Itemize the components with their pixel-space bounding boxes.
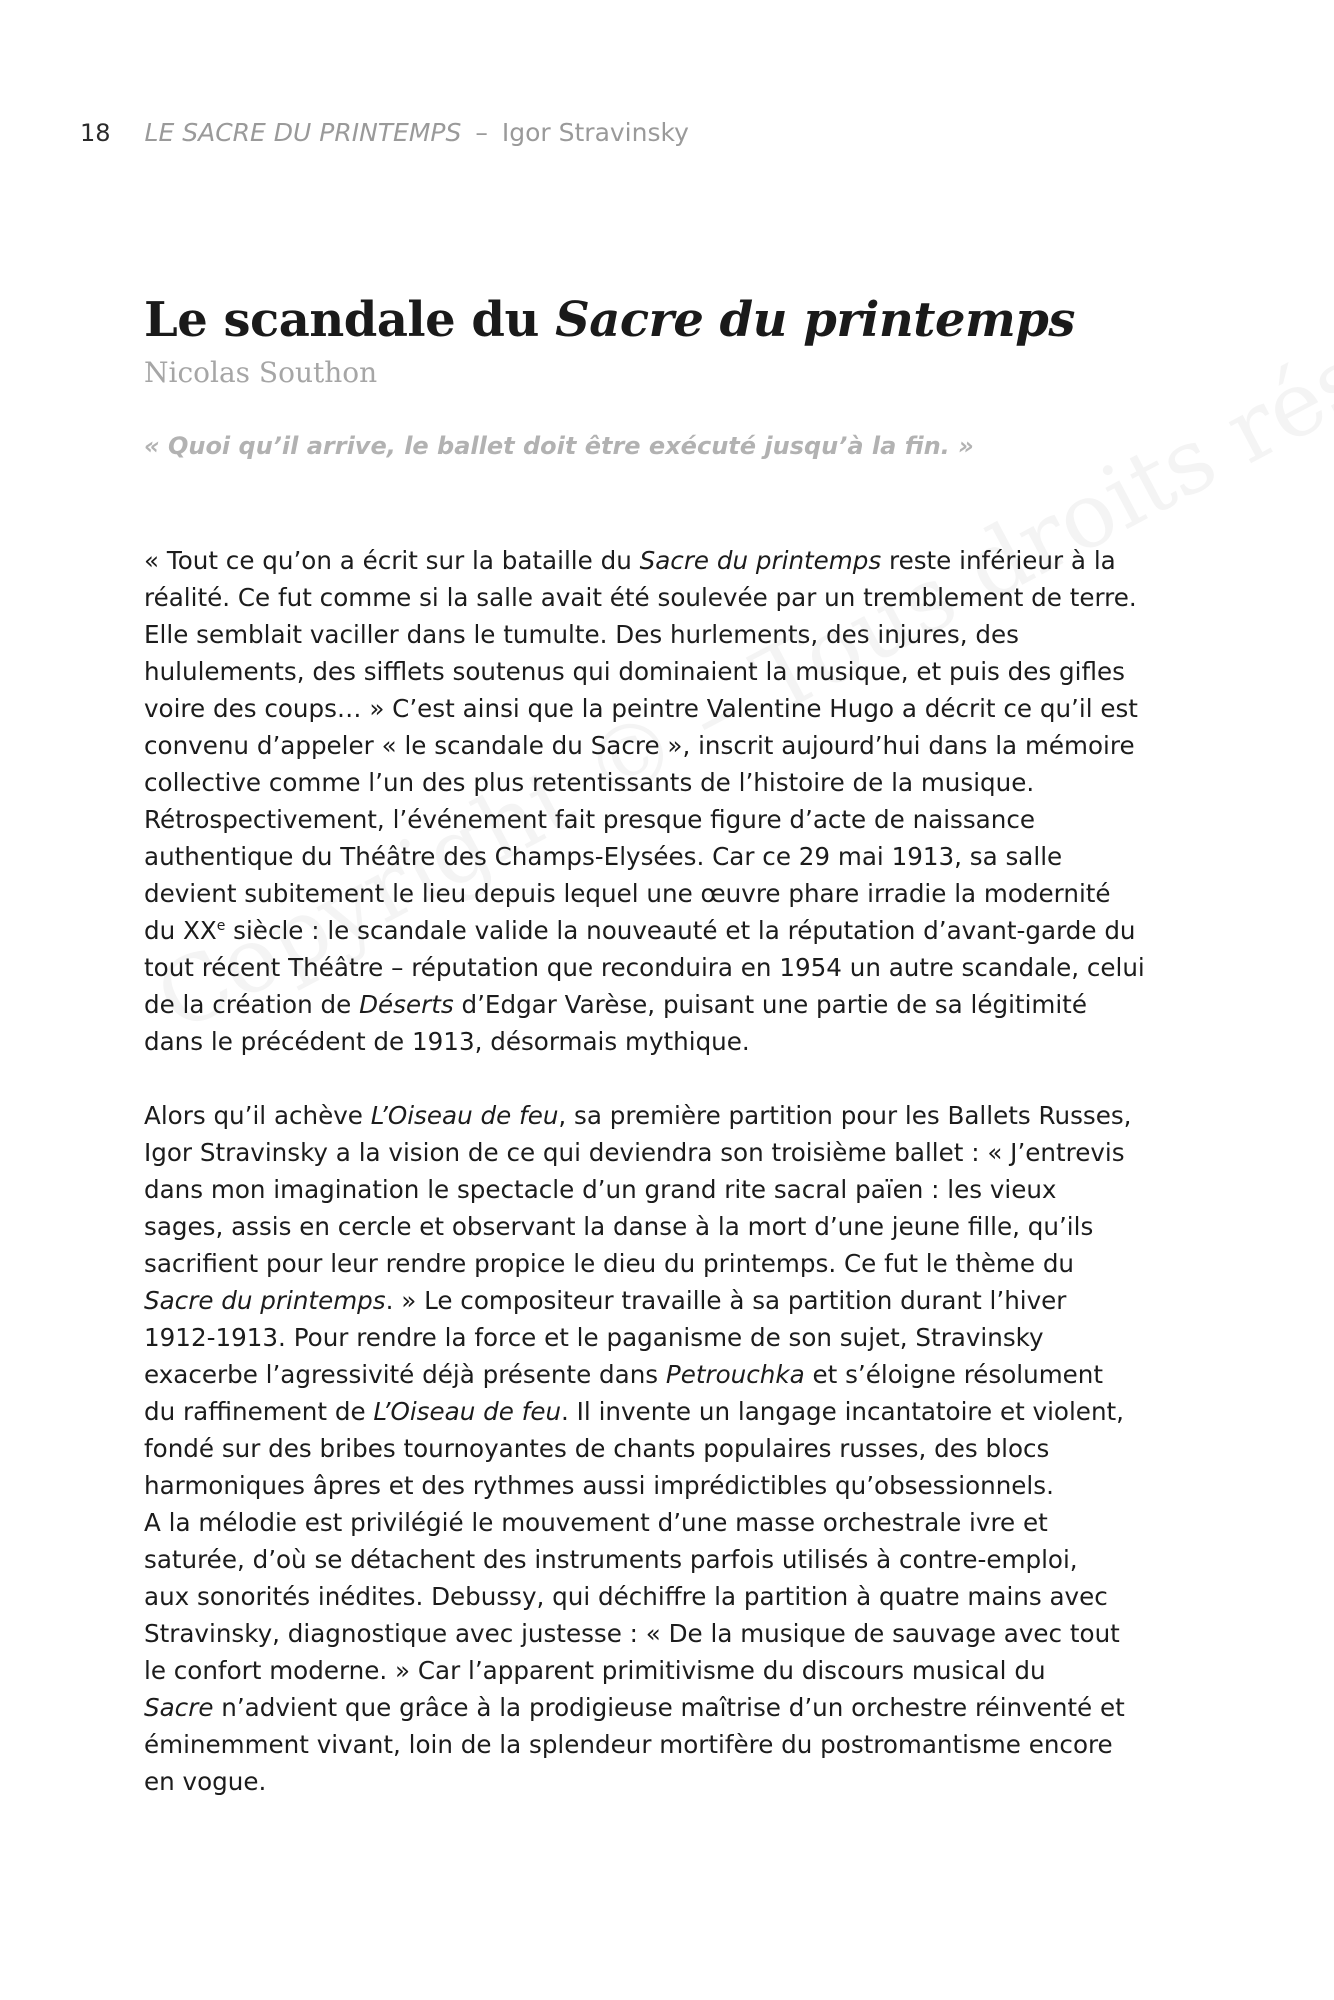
text-run: du raffinement de (144, 1397, 374, 1426)
text-line (144, 1504, 1204, 1541)
text-line (144, 912, 1204, 949)
text-run: d’Edgar Varèse, puisant une partie de sa légitimité (453, 990, 1087, 1019)
text-line (144, 1319, 1204, 1356)
text-run: et s’éloigne résolument (804, 1360, 1104, 1389)
text-line (144, 653, 1204, 690)
text-run: tout récent Théâtre – réputation que reconduira en 1954 un autre scandale, celui (144, 953, 1145, 982)
epigraph-quote: « Quoi qu’il arrive, le ballet doit être exécuté jusqu’à la fin. » (144, 432, 974, 460)
text-line (144, 1467, 1204, 1504)
text-run: convenu d’appeler « le scandale du Sacre », inscrit aujourd’hui dans la mémoire (144, 731, 1135, 760)
text-line (144, 838, 1204, 875)
italic-title-text: Sacre (144, 1693, 214, 1722)
page-number: 18 (80, 119, 111, 147)
text-line (144, 1208, 1204, 1245)
text-run: A la mélodie est privilégié le mouvement d’une masse orchestrale ivre et (144, 1508, 1048, 1537)
text-run: réalité. Ce fut comme si la salle avait été soulevée par un tremblement de terre. (144, 583, 1137, 612)
text-line (144, 579, 1204, 616)
running-head (80, 118, 689, 147)
text-run: Rétrospectivement, l’événement fait presque figure d’acte de naissance (144, 805, 1035, 834)
text-line (144, 727, 1204, 764)
text-run: exacerbe l’agressivité déjà présente dans (144, 1360, 666, 1389)
text-run: Igor Stravinsky a la vision de ce qui deviendra son troisième ballet : « J’entrevis (144, 1138, 1125, 1167)
running-head-separator: – (475, 118, 488, 147)
text-line (144, 1689, 1204, 1726)
text-line (144, 1430, 1204, 1467)
running-head-composer: Igor Stravinsky (501, 118, 689, 147)
text-run: fondé sur des bribes tournoyantes de chants populaires russes, des blocs (144, 1434, 1050, 1463)
text-run: voire des coups… » C’est ainsi que la peintre Valentine Hugo a décrit ce qu’il est (144, 694, 1138, 723)
article-author: Nicolas Southon (144, 356, 378, 389)
text-run: en vogue. (144, 1767, 267, 1796)
text-run: Alors qu’il achève (144, 1101, 371, 1130)
text-line (144, 690, 1204, 727)
text-run: le confort moderne. » Car l’apparent primitivisme du discours musical du (144, 1656, 1046, 1685)
text-run: collective comme l’un des plus retentissants de l’histoire de la musique. (144, 768, 1035, 797)
text-line (144, 542, 1204, 579)
superscript-text: e (216, 917, 226, 934)
italic-title-text: Petrouchka (665, 1360, 805, 1389)
text-run: 1912-1913. Pour rendre la force et le paganisme de son sujet, Stravinsky (144, 1323, 1044, 1352)
text-line (144, 1134, 1204, 1171)
article-title-italic: Sacre du printemps (555, 292, 1075, 348)
text-run: dans le précédent de 1913, désormais mythique. (144, 1027, 750, 1056)
text-line (144, 875, 1204, 912)
text-run: Stravinsky, diagnostique avec justesse : « De la musique de sauvage avec tout (144, 1619, 1120, 1648)
text-run: hululements, des sifflets soutenus qui dominaient la musique, et puis des gifles (144, 657, 1125, 686)
running-head-work-title: LE SACRE DU PRINTEMPS (144, 118, 462, 147)
text-run: aux sonorités inédites. Debussy, qui déchiffre la partition à quatre mains avec (144, 1582, 1108, 1611)
text-run: . Il invente un langage incantatoire et violent, (561, 1397, 1124, 1426)
text-line (144, 616, 1204, 653)
text-run: Elle semblait vaciller dans le tumulte. Des hurlements, des injures, des (144, 620, 1019, 649)
text-line (144, 1282, 1204, 1319)
text-line (144, 1726, 1204, 1763)
text-line (144, 986, 1204, 1023)
text-run: , sa première partition pour les Ballets Russes, (558, 1101, 1132, 1130)
text-run: « Tout ce qu’on a écrit sur la bataille du (144, 546, 640, 575)
text-run: authentique du Théâtre des Champs-Elysées. Car ce 29 mai 1913, sa salle (144, 842, 1063, 871)
text-line (144, 764, 1204, 801)
italic-title-text: L’Oiseau de feu (370, 1101, 559, 1130)
text-line (144, 1023, 1204, 1060)
text-run: sages, assis en cercle et observant la danse à la mort d’une jeune fille, qu’ils (144, 1212, 1094, 1241)
text-line (144, 1615, 1204, 1652)
text-line (144, 1578, 1204, 1615)
text-line (144, 949, 1204, 986)
italic-title-text: Sacre du printemps (639, 546, 882, 575)
text-run: . » Le compositeur travaille à sa partition durant l’hiver (385, 1286, 1067, 1315)
text-run: reste inférieur à la (881, 546, 1116, 575)
article-title-roman: Le scandale du (144, 292, 556, 348)
text-line (144, 1097, 1204, 1134)
text-line (144, 1393, 1204, 1430)
article-body (144, 542, 1204, 1837)
text-line (144, 1171, 1204, 1208)
text-run: harmoniques âpres et des rythmes aussi imprédictibles qu’obsessionnels. (144, 1471, 1054, 1500)
text-run: de la création de (144, 990, 360, 1019)
text-run: siècle : le scandale valide la nouveauté et la réputation d’avant-garde du (225, 916, 1136, 945)
italic-title-text: L’Oiseau de feu (373, 1397, 562, 1426)
text-line (144, 1763, 1204, 1800)
text-run: éminemment vivant, loin de la splendeur mortifère du postromantisme encore (144, 1730, 1113, 1759)
italic-title-text: Déserts (359, 990, 454, 1019)
body-paragraph (144, 1097, 1204, 1800)
text-line (144, 1356, 1204, 1393)
text-run: saturée, d’où se détachent des instruments parfois utilisés à contre-emploi, (144, 1545, 1078, 1574)
text-line (144, 1652, 1204, 1689)
text-line (144, 1541, 1204, 1578)
body-paragraph (144, 542, 1204, 1060)
text-run: du XX (144, 916, 217, 945)
text-line (144, 1245, 1204, 1282)
text-run: dans mon imagination le spectacle d’un grand rite sacral païen : les vieux (144, 1175, 1057, 1204)
article-title (144, 292, 1075, 348)
text-run: sacrifient pour leur rendre propice le dieu du printemps. Ce fut le thème du (144, 1249, 1075, 1278)
text-run: devient subitement le lieu depuis lequel une œuvre phare irradie la modernité (144, 879, 1111, 908)
italic-title-text: Sacre du printemps (144, 1286, 386, 1315)
text-run: n’advient que grâce à la prodigieuse maîtrise d’un orchestre réinventé et (213, 1693, 1125, 1722)
text-line (144, 801, 1204, 838)
